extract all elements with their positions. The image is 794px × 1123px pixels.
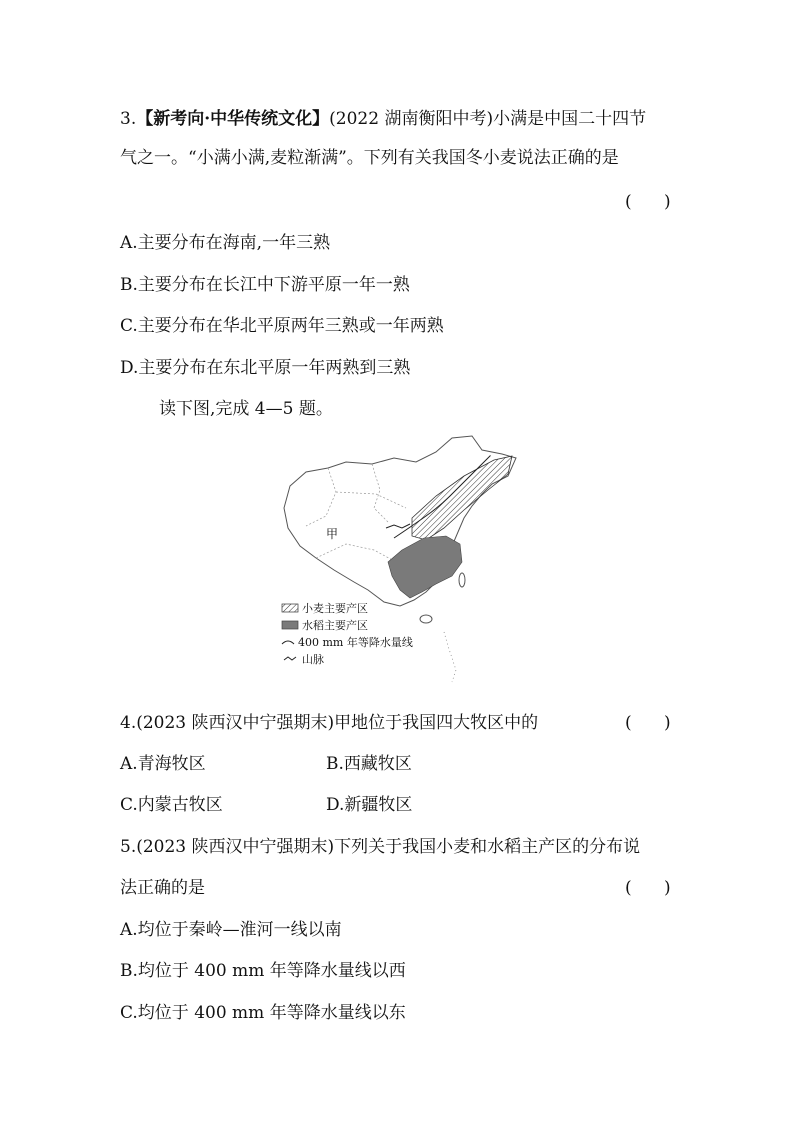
q5-option-a: A.均位于秦岭—淮河一线以南 (120, 920, 342, 940)
instruction-text: 读下图,完成 4—5 题。 (159, 399, 333, 419)
q3-option-a: A.主要分布在海南,一年三熟 (120, 233, 331, 253)
q3-option-c: C.主要分布在华北平原两年三熟或一年两熟 (120, 316, 444, 336)
q5-option-b: B.均位于 400 mm 年等降水量线以西 (120, 961, 406, 981)
legend-mountain-swatch (284, 657, 296, 660)
q4-option-d: D.新疆牧区 (326, 795, 413, 815)
q3-tag: 【新考向·中华传统文化】 (136, 109, 330, 129)
legend-wheat: 小麦主要产区 (302, 602, 368, 615)
q4-stem: 4.(2023 陕西汉中宁强期末)甲地位于我国四大牧区中的 (120, 713, 539, 733)
q3-option-b: B.主要分布在长江中下游平原一年一熟 (120, 275, 410, 295)
legend-mountain: 山脉 (302, 653, 324, 666)
taiwan-island (459, 573, 465, 587)
q3-stem-line1 (120, 107, 646, 131)
q5-answer-paren: ( ) (625, 878, 671, 898)
q4-answer-paren: ( ) (625, 713, 671, 733)
q4-option-c: C.内蒙古牧区 (120, 795, 223, 815)
q5-stem-line1: 5.(2023 陕西汉中宁强期末)下列关于我国小麦和水稻主产区的分布说 (120, 837, 641, 857)
mountain-range (386, 524, 410, 528)
label-jia: 甲 (326, 527, 339, 541)
hainan-island (420, 615, 432, 623)
q3-number: 3. (120, 109, 137, 129)
q5-option-c: C.均位于 400 mm 年等降水量线以东 (120, 1003, 406, 1023)
q3-answer-paren: ( ) (625, 192, 671, 212)
legend-isohyet: 400 mm 年等降水量线 (298, 636, 413, 649)
legend-rice-swatch (282, 621, 298, 629)
q3-option-d: D.主要分布在东北平原一年两熟到三熟 (120, 358, 411, 378)
legend-isohyet-swatch (282, 641, 294, 644)
legend-wheat-swatch (282, 604, 298, 612)
q4-option-a: A.青海牧区 (120, 754, 206, 774)
china-agriculture-map (276, 432, 522, 694)
q4-option-b: B.西藏牧区 (326, 754, 412, 774)
rice-region (388, 536, 462, 598)
q5-stem-line2: 法正确的是 (120, 878, 205, 898)
legend-rice: 水稻主要产区 (302, 619, 368, 632)
q3-stem-line2: 气之一。“小满小满,麦粒渐满”。下列有关我国冬小麦说法正确的是 (120, 148, 619, 168)
q3-stem-rest: (2022 湖南衡阳中考)小满是中国二十四节 (329, 109, 647, 129)
wheat-region (412, 456, 512, 540)
